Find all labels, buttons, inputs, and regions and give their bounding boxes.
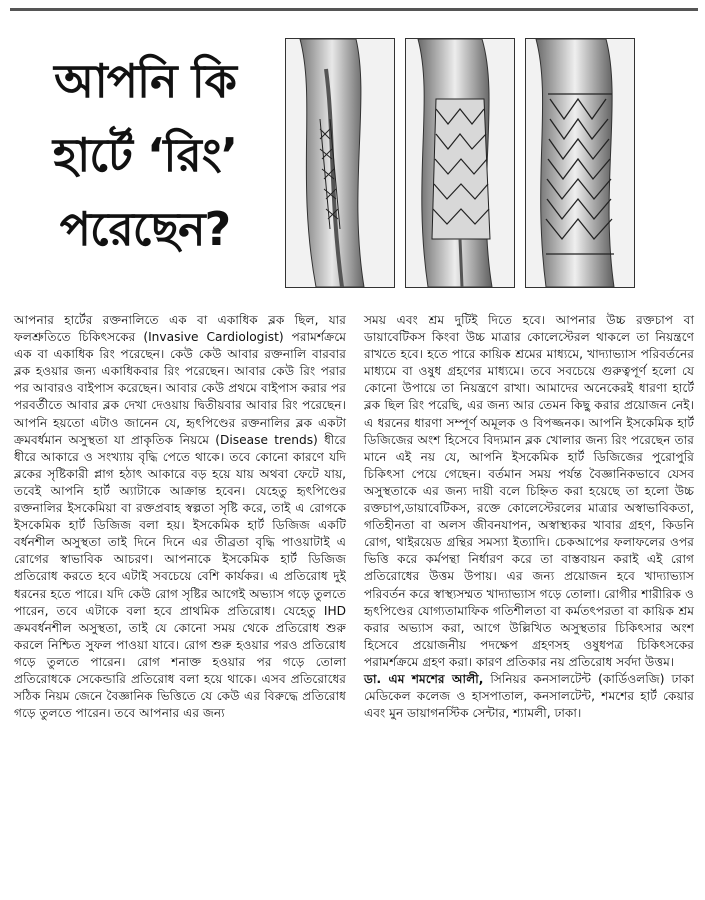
article-body	[14, 312, 694, 897]
article-column-left	[14, 312, 346, 722]
top-rule	[10, 8, 698, 11]
stent-panel-2	[405, 38, 515, 288]
article-paragraph-right: সময় এবং শ্রম দুটিই দিতে হবে। আপনার উচ্চ রক্তচাপ বা ডায়াবেটিকস কিংবা উচ্চ মাত্রার কোলেস্টেরল থাকলে তা নিয়ন্ত্রণে রাখতে হবে। হতে পারে কায়িক শ্রমের মাধ্যমে, খাদ্যাভ্যাস পরিবর্তনের মাধ্যমে বা ওষুধ গ্রহণের মাধ্যমে। তবে সবচেয়ে গুরুত্বপূর্ণ হলো যে কোনো উপায়ে তা নিয়ন্ত্রণে রাখা। আমাদের অনেকেরই ধারণা হার্টে ব্লক ছিল রিং পরেছি, এর জন্য আর তেমন কিছু করার প্রয়োজন নেই। এ ধরনের ধারণা সম্পূর্ণ অমূলক ও বিপজ্জনক। আপনি ইসকেমিক হার্ট ডিজিজের অংশ হিসেবে বিদ্যমান ব্লক খোলার জন্য রিং পরেছেন তার মানে এই নয় যে, আপনি ইসকেমিক হার্ট ডিজিজের পুরোপুরি চিকিৎসা পেয়ে গেছেন। বর্তমান সময় পর্যন্ত বৈজ্ঞানিকভাবে যেসব অসুস্থতাকে এর জন্য দায়ী বলে চিহ্নিত করা হয়েছে তা হলো উচ্চ রক্তচাপ,ডায়াবেটিকস, রক্তে কোলেস্টেরলের মাত্রার অস্বাভাবিকতা, গতিহীনতা বা অলস জীবনযাপন, অস্বাস্থ্যকর খাবার গ্রহণ, কিডনি রোগ, থাইরয়েড গ্রন্থির সমস্যা ইত্যাদি। চেকআপের ফলাফলের ওপর ভিত্তি করে কর্মপন্থা নির্ধারণ করে তা বাস্তবায়ন করাই এই রোগ প্রতিরোধের উত্তম উপায়। এর জন্য প্রয়োজন হবে খাদ্যাভ্যাস পরিবর্তন করে স্বাস্থ্যসম্মত খাদ্যাভ্যাস গড়ে তোলা। রোগীর শারীরিক ও হৃৎপিণ্ডের যোগ্যতামাফিক গতিশীলতা বা কর্মতৎপরতা বা কায়িক শ্রম করার অভ্যাস করা, আগে উল্লিখিত অসুস্থতার চিকিৎসার অংশ হিসেবে প্রয়োজনীয় পদক্ষেপ গ্রহণসহ ওষুধপত্র চিকিৎসকের পরামর্শক্রমে গ্রহণ করা। কারণ প্রতিকার নয় প্রতিরোধ সর্বদা উত্তম।	[364, 313, 694, 669]
stent-panel-1	[285, 38, 395, 288]
author-details: সিনিয়র কনসালটেন্ট (কার্ডিওলজি) ঢাকা মেডিকেল কলেজ ও হাসপাতাল, কনসালটেন্ট, শমশের হার্ট কেয়ার এবং মুন ডায়াগনস্টিক সেন্টার, শ্যামলী, ঢাকা।	[364, 671, 694, 721]
headline-line-1: আপনি কি	[54, 54, 236, 108]
headline-line-3: পরেছেন?	[59, 202, 231, 256]
stent-panel-3	[525, 38, 635, 288]
headline	[20, 54, 270, 280]
author-credit	[364, 671, 694, 722]
article-paragraph-left: আপনার হার্টের রক্তনালিতে এক বা একাধিক ব্লক ছিল, যার ফলশ্রুতিতে চিকিৎসকের (Invasive Cardiologist) পরামর্শক্রমে এক বা একাধিক রিং পরেছেন। কেউ কেউ আবার রক্তনালি বারবার ব্লক হওয়ার জন্য একাধিকবার রিং পরেছেন। আবার কেউ রিং পরার পর আবারও বাইপাস করেছেন। আবার কেউ প্রথমে বাইপাস করার পর পরবর্তীতে আবার ব্লক দেখা দেওয়ায় দ্বিতীয়বার আবার রিং পরেছেন। আপনি হয়তো এটাও জানেন যে, হৃৎপিণ্ডের রক্তনালির ব্লক একটা ক্রমবর্ধমান অসুস্থতা যা প্রাকৃতিক নিয়মে (Disease trends) ধীরে ধীরে আকারে ও সংখ্যায় বৃদ্ধি পেতে থাকে। তবে কোনো কারণে যদি ব্লকের সৃষ্টিকারী প্লাগ হঠাৎ আকারে বড় হয়ে যায় অথবা ফেটে যায়, তবেই আপনি হার্ট অ্যাটাকে আক্রান্ত হবেন। যেহেতু হৃৎপিণ্ডের রক্তনালির ইসকেমিয়া বা রক্তপ্রবাহ স্বল্পতা সৃষ্টি করে, তাই এ রোগকে ইসকেমিক হার্ট ডিজিজ বলা হয়। ইসকেমিক হার্ট ডিজিজ একটি বর্ধনশীল অসুস্থতা তাই দিনে দিনে এর তীব্রতা বৃদ্ধি পাওয়াটাই এ রোগের স্বাভাবিক আচরণ। আপনাকে ইসকেমিক হার্ট ডিজিজ প্রতিরোধ করতে হবে এটাই সবচেয়ে বেশি কার্যকর। এ প্রতিরোধ দুই ধরনের হতে পারে। যদি কেউ রোগ সৃষ্টির আগেই অভ্যাস গড়ে তুলতে পারেন, তবে এটাকে বলা হবে প্রাথমিক প্রতিরোধ। যেহেতু IHD ক্রমবর্ধনশীল অসুস্থতা, তাই যে কোনো সময় থেকে প্রতিরোধ শুরু করলে নিশ্চিত সুফল পাওয়া যাবে। রোগ শুরু হওয়ার পরও প্রতিরোধ গড়ে তুলতে পারেন। রোগ শনাক্ত হওয়ার পর গড়ে তোলা প্রতিরোধকে সেকেন্ডারি প্রতিরোধ বলা হয়ে থাকে। এসব প্রতিরোধের সঠিক নিয়ম জেনে বৈজ্ঞানিক ভিত্তিতে যে কেউ এর বিরুদ্ধে প্রতিরোধ গড়ে তুলতে পারেন। তবে আপনার এর জন্য	[14, 313, 346, 721]
stent-illustration	[285, 38, 635, 288]
article-column-right	[364, 312, 694, 722]
author-name: ডা. এম শমশের আলী,	[364, 671, 484, 686]
headline-line-2: হার্টে ‘রিং’	[52, 128, 238, 182]
